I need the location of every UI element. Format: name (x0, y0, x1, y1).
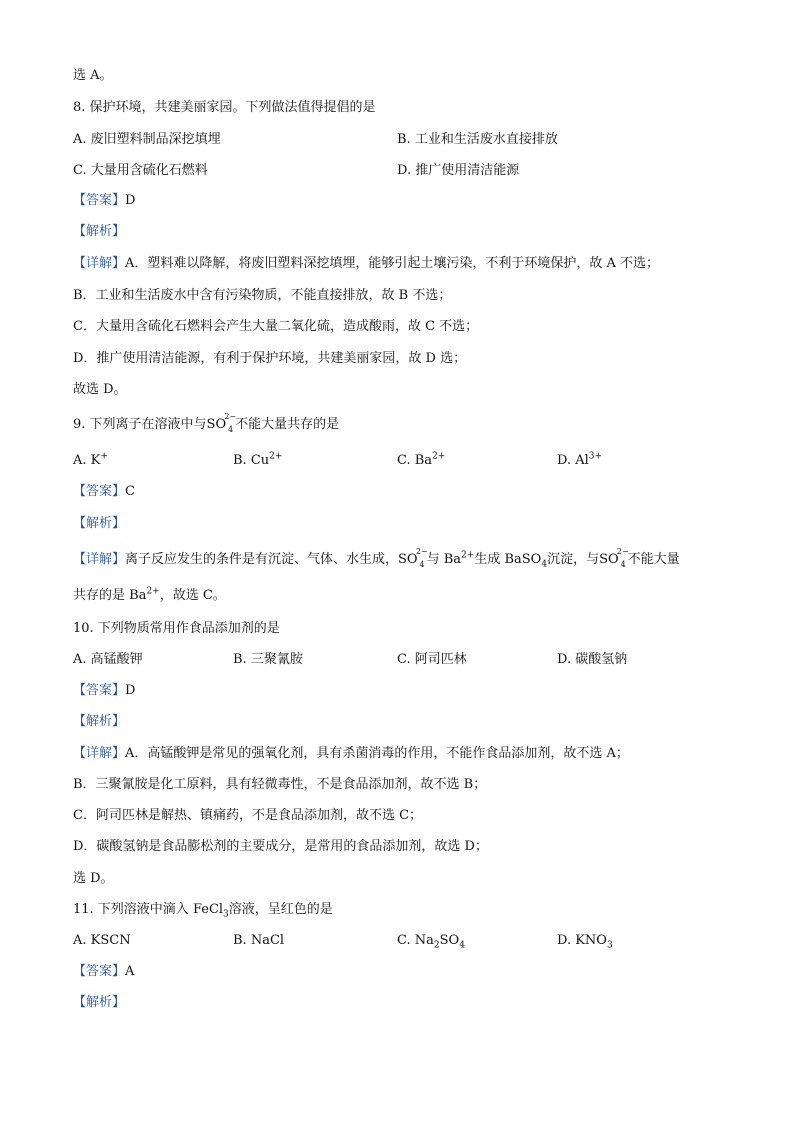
option-text: B. NaCl (233, 933, 285, 948)
q11-option-b (233, 932, 284, 950)
q8-detail-line-4: D．推广使用清洁能源，有利于保护环境，共建美丽家园，故 D 选； (73, 351, 467, 366)
answer-value: C (125, 484, 135, 499)
q9-stem (73, 412, 340, 434)
stem-part: 不能大量共存的是 (235, 417, 340, 432)
formula-subscript: 4 (459, 940, 465, 951)
option-charge: + (100, 451, 108, 462)
q10-answer (73, 682, 135, 700)
q9-option-d (557, 452, 602, 470)
q10-detail-line-5: 选 D。 (73, 871, 114, 886)
option-text: D. KNO (557, 933, 607, 948)
q10-option-d: D. 碳酸氢钠 (557, 652, 628, 667)
ion-charge: 2+ (146, 586, 160, 597)
q8-stem: 8. 保护环境，共建美丽家园。下列做法值得提倡的是 (73, 100, 376, 115)
ion-charge: 2− (415, 547, 428, 556)
stem-part: 溶液，呈红色的是 (228, 902, 333, 917)
answer-tag: 【答案】 (73, 683, 126, 698)
option-text: A. K (73, 453, 101, 468)
answer-value: A (125, 964, 135, 979)
formula-subscript: 3 (606, 940, 613, 951)
answer-tag: 【答案】 (73, 193, 126, 208)
q10-option-b: B. 三聚氰胺 (233, 652, 303, 667)
detail-tag: 【详解】 (73, 552, 126, 567)
answer-value: D (125, 193, 136, 208)
q9-detail-line-2 (73, 587, 226, 605)
q11-stem (73, 901, 333, 919)
detail-text: A．塑料难以降解，将废旧塑料深挖填埋，能够引起土壤污染，不利于环境保护，故 A 不选； (125, 256, 660, 271)
formula-subscript: 2 (433, 940, 440, 951)
q10-detail-line-2: B．三聚氰胺是化工原料，具有轻微毒性，不是食品添加剂，故不选 B； (73, 777, 487, 792)
q11-analysis-tag: 【解析】 (73, 995, 126, 1010)
ion-base: SO (599, 552, 619, 567)
sulfate-ion (599, 547, 629, 569)
detail-text: 沉淀，与 (547, 552, 600, 567)
q10-option-c: C. 阿司匹林 (397, 652, 467, 667)
q11-option-a (73, 932, 131, 950)
option-charge: 3+ (588, 451, 603, 462)
option-text: B. Cu (233, 453, 270, 468)
q8-option-b: B. 工业和生活废水直接排放 (397, 132, 558, 147)
sulfate-ion (398, 547, 428, 569)
q8-option-c: C. 大量用含硫化石燃料 (73, 163, 208, 178)
detail-text: 与 Ba (426, 552, 462, 567)
ion-charge: 2− (616, 547, 629, 556)
option-text: D. Al (557, 453, 589, 468)
detail-text: 共存的是 Ba (73, 588, 147, 603)
q8-detail-line-3: C．大量用含硫化石燃料会产生大量二氧化硫，造成酸雨，故 C 不选； (73, 319, 479, 334)
q10-detail-line-3: C．阿司匹林是解热、镇痛药，不是食品添加剂，故不选 C； (73, 808, 423, 823)
q9-detail-line-1 (73, 547, 680, 570)
stem-part: 11. 下列溶液中滴入 FeCl (73, 902, 224, 917)
q11-option-c (397, 932, 465, 950)
q10-detail-line-4: D．碳酸氢钠是食品膨松剂的主要成分，是常用的食品添加剂，故选 D； (73, 839, 488, 854)
detail-text: ，故选 C。 (159, 588, 226, 603)
ion-base: SO (206, 417, 227, 432)
detail-text: 不能大量 (627, 552, 680, 567)
q8-detail-line-2: B．工业和生活废水中含有污染物质，不能直接排放，故 B 不选； (73, 288, 452, 303)
q9-analysis-tag: 【解析】 (73, 516, 126, 531)
detail-tag: 【详解】 (73, 256, 126, 271)
q10-detail-line-1 (73, 745, 629, 763)
answer-tag: 【答案】 (73, 484, 126, 499)
q9-option-b (233, 452, 282, 470)
formula-subscript: 3 (223, 909, 229, 920)
q10-stem: 10. 下列物质常用作食品添加剂的是 (73, 621, 280, 636)
q10-analysis-tag: 【解析】 (73, 714, 126, 729)
ion-subscript: 4 (620, 560, 626, 569)
option-text: C. Na (397, 933, 434, 948)
q9-option-c (397, 452, 445, 470)
option-text: SO (439, 933, 460, 948)
ion-base: SO (398, 552, 418, 567)
q10-option-a: A. 高锰酸钾 (73, 652, 143, 667)
option-charge: 2+ (432, 451, 446, 462)
q8-detail-line-1 (73, 255, 659, 273)
detail-text: 生成 BaSO (474, 552, 542, 567)
previous-conclusion: 选 A。 (73, 68, 113, 83)
sulfate-ion (206, 412, 237, 434)
q8-analysis-tag: 【解析】 (73, 224, 126, 239)
option-text: C. Ba (397, 453, 433, 468)
q11-answer (73, 963, 134, 981)
formula-subscript: 4 (541, 559, 548, 570)
q8-answer (73, 192, 135, 210)
option-text: A. KSCN (73, 933, 131, 948)
ion-charge: 2+ (461, 550, 475, 561)
q8-option-d: D. 推广使用清洁能源 (397, 163, 520, 178)
option-charge: 2+ (269, 451, 283, 462)
detail-text: 离子反应发生的条件是有沉淀、气体、水生成， (125, 552, 399, 567)
detail-tag: 【详解】 (73, 746, 126, 761)
q9-answer (73, 483, 135, 501)
q8-option-a: A. 废旧塑料制品深挖填埋 (73, 132, 221, 147)
answer-tag: 【答案】 (73, 964, 126, 979)
ion-subscript: 4 (419, 560, 425, 569)
q8-detail-line-5: 故选 D。 (73, 382, 127, 397)
answer-value: D (125, 683, 136, 698)
ion-charge: 2− (224, 412, 237, 421)
q11-option-d (557, 932, 613, 950)
ion-subscript: 4 (228, 425, 234, 434)
detail-text: A．高锰酸钾是常见的强氧化剂，具有杀菌消毒的作用，不能作食品添加剂，故不选 A； (125, 746, 629, 761)
stem-part: 9. 下列离子在溶液中与 (73, 417, 207, 432)
q9-option-a (73, 452, 108, 470)
